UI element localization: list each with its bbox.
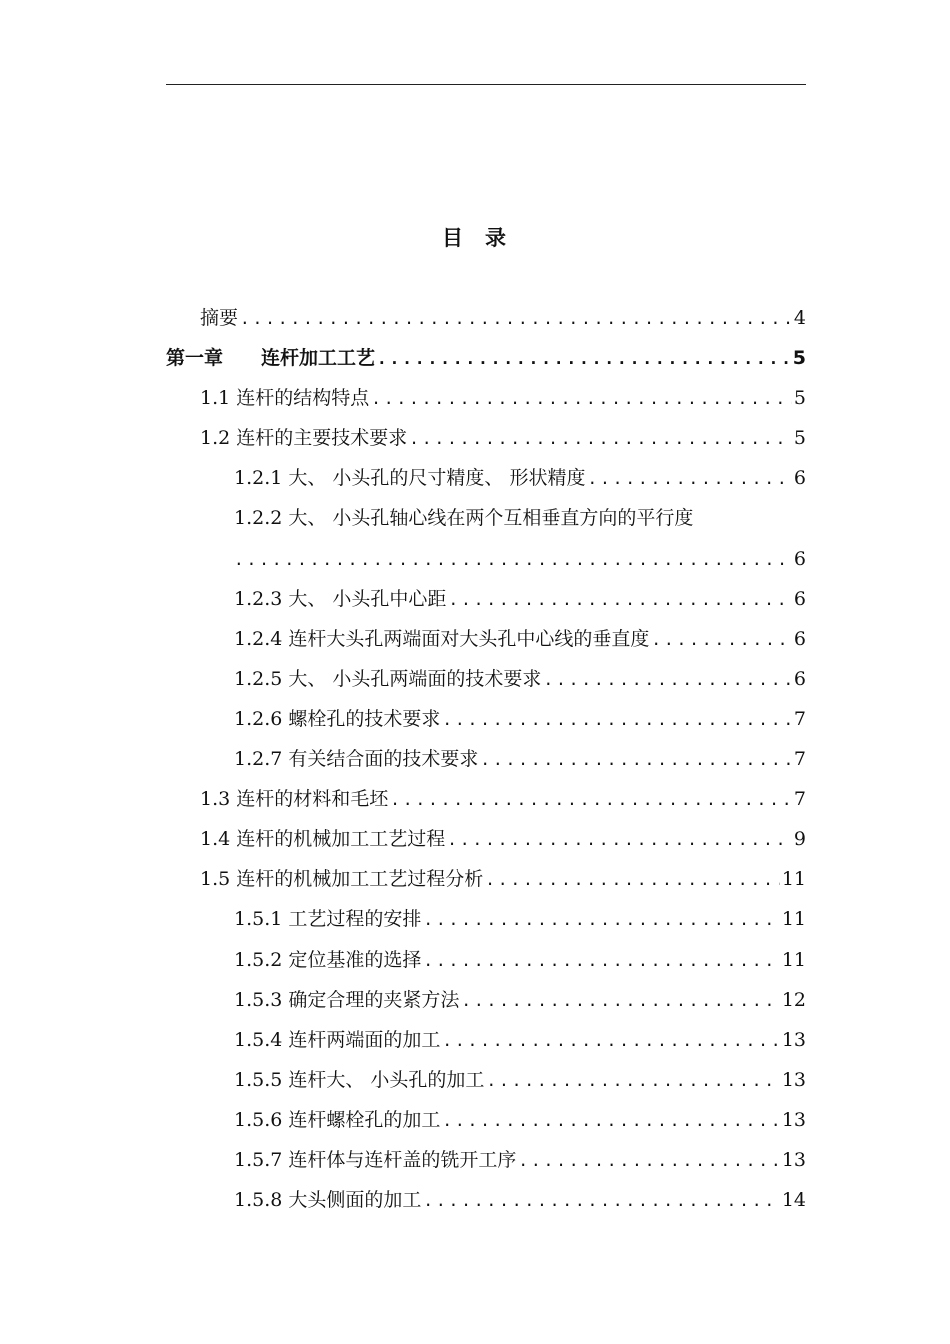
- toc-entry-1-5-7[interactable]: [166, 1140, 806, 1180]
- toc-entry-1-2-4[interactable]: [166, 619, 806, 659]
- toc-entry-page: 6: [793, 667, 806, 690]
- toc-leader-dots: [518, 1141, 779, 1181]
- toc-entry-abstract[interactable]: [166, 298, 806, 338]
- toc-entry-label: 1.5.7 连杆体与连杆盖的铣开工序: [234, 1148, 517, 1171]
- toc-entry-label: 1.2.7 有关结合面的技术要求: [234, 748, 479, 771]
- toc-entry-label: 1.4 连杆的机械加工工艺过程: [200, 828, 446, 851]
- toc-leader-dots: [377, 339, 791, 379]
- toc-title: [0, 222, 950, 252]
- toc-entry-1-2-5[interactable]: [166, 659, 806, 699]
- toc-leader-dots: [461, 981, 779, 1021]
- toc-leader-dots: [448, 580, 791, 620]
- toc-entry-1-5-5[interactable]: [166, 1060, 806, 1100]
- toc-entry-page: 9: [793, 828, 806, 851]
- toc-entry-1-2-7[interactable]: [166, 739, 806, 779]
- toc-leader-dots: [447, 820, 792, 860]
- toc-entry-label: 1.2.3 大、 小头孔中心距: [234, 587, 447, 610]
- toc-entry-1-5-3[interactable]: [166, 980, 806, 1020]
- toc-entry-page: 12: [781, 988, 806, 1011]
- toc-leader-dots: [371, 379, 792, 419]
- toc-entry-label: 1.2.2 大、 小头孔轴心线在两个互相垂直方向的平行度: [234, 507, 694, 530]
- toc-entry-page: 6: [793, 467, 806, 490]
- toc-leader-dots: [409, 419, 792, 459]
- toc-leader-dots: [442, 1101, 779, 1141]
- toc-entry-1-5-2[interactable]: [166, 940, 806, 980]
- toc-entry-label: 1.2.1 大、 小头孔的尺寸精度、 形状精度: [234, 467, 586, 490]
- toc-leader-dots: [423, 1181, 779, 1221]
- toc-leader-dots: [423, 941, 779, 981]
- toc-entry-1-5-8[interactable]: [166, 1180, 806, 1220]
- toc-leader-dots: [390, 780, 792, 820]
- toc-leader-dots: [486, 1061, 779, 1101]
- toc-title-char-1: 目: [442, 226, 465, 250]
- toc-entry-1-5-1[interactable]: [166, 899, 806, 939]
- toc-leader-dots: [485, 860, 780, 900]
- toc-entry-page: 5: [793, 387, 806, 410]
- toc-entry-label: 1.5.3 确定合理的夹紧方法: [234, 988, 460, 1011]
- toc-entry-label: 1.5.6 连杆螺栓孔的加工: [234, 1108, 441, 1131]
- toc-entry-label: 摘要: [200, 307, 239, 329]
- toc-entry-page: 6: [793, 547, 806, 570]
- toc-leader-dots: [423, 900, 779, 940]
- toc-leader-dots: [543, 660, 791, 700]
- header-rule: [166, 84, 806, 85]
- toc-entry-label: 1.2 连杆的主要技术要求: [200, 427, 408, 450]
- toc-entry-page: 6: [793, 587, 806, 610]
- toc-entry-label: 1.5.1 工艺过程的安排: [234, 908, 422, 931]
- toc-entry-page: 11: [781, 908, 806, 931]
- toc-entry-page: 7: [793, 707, 806, 730]
- toc-entry-1-5-6[interactable]: [166, 1100, 806, 1140]
- toc-leader-dots: [240, 299, 792, 339]
- toc-entry-page: 13: [781, 1108, 806, 1131]
- toc-entry-1-5-4[interactable]: [166, 1020, 806, 1060]
- toc-entry-page: 5: [793, 427, 806, 450]
- toc-leader-dots: [234, 540, 792, 580]
- toc-entry-page: 5: [792, 347, 806, 370]
- table-of-contents: [166, 298, 806, 1220]
- toc-title-char-2: 录: [485, 226, 508, 250]
- toc-chapter-title: 连杆加工工艺: [261, 347, 376, 370]
- toc-entry-page: 13: [781, 1028, 806, 1051]
- toc-entry-label: 1.2.4 连杆大头孔两端面对大头孔中心线的垂直度: [234, 627, 650, 650]
- toc-leader-dots: [587, 459, 791, 499]
- toc-entry-1-4[interactable]: [166, 819, 806, 859]
- toc-entry-1-2[interactable]: [166, 418, 806, 458]
- toc-entry-label: 1.5.4 连杆两端面的加工: [234, 1028, 441, 1051]
- toc-entry-label: 1.2.5 大、 小头孔两端面的技术要求: [234, 667, 542, 690]
- toc-entry-label: 1.5.8 大头侧面的加工: [234, 1189, 422, 1212]
- toc-entry-page: 13: [781, 1148, 806, 1171]
- toc-entry-1-2-2-continued[interactable]: [166, 539, 806, 579]
- toc-entry-1-1[interactable]: [166, 378, 806, 418]
- toc-entry-page: 11: [781, 948, 806, 971]
- toc-entry-label: 1.5.5 连杆大、 小头孔的加工: [234, 1068, 485, 1091]
- toc-leader-dots: [480, 740, 792, 780]
- toc-entry-label: 1.1 连杆的结构特点: [200, 387, 370, 410]
- toc-entry-page: 7: [793, 748, 806, 771]
- toc-entry-1-2-3[interactable]: [166, 579, 806, 619]
- toc-entry-label: 1.5 连杆的机械加工工艺过程分析: [200, 868, 484, 891]
- toc-chapter-number: 第一章: [166, 347, 224, 370]
- toc-entry-label: 1.3 连杆的材料和毛坯: [200, 788, 389, 811]
- toc-entry-page: 4: [793, 307, 806, 329]
- toc-entry-1-2-6[interactable]: [166, 699, 806, 739]
- toc-entry-page: 14: [781, 1189, 806, 1212]
- toc-entry-label: 1.2.6 螺栓孔的技术要求: [234, 707, 441, 730]
- toc-entry-page: 13: [781, 1068, 806, 1091]
- toc-leader-dots: [442, 700, 792, 740]
- toc-entry-1-5[interactable]: [166, 859, 806, 899]
- toc-entry-page: 6: [793, 627, 806, 650]
- toc-entry-label: 1.5.2 定位基准的选择: [234, 948, 422, 971]
- toc-entry-1-2-2[interactable]: [166, 498, 806, 538]
- toc-entry-1-2-1[interactable]: [166, 458, 806, 498]
- toc-entry-chapter-1[interactable]: [166, 338, 806, 378]
- toc-entry-page: 7: [793, 788, 806, 811]
- toc-entry-page: 11: [781, 868, 806, 891]
- toc-leader-dots: [651, 620, 792, 660]
- toc-leader-dots: [442, 1021, 779, 1061]
- toc-entry-1-3[interactable]: [166, 779, 806, 819]
